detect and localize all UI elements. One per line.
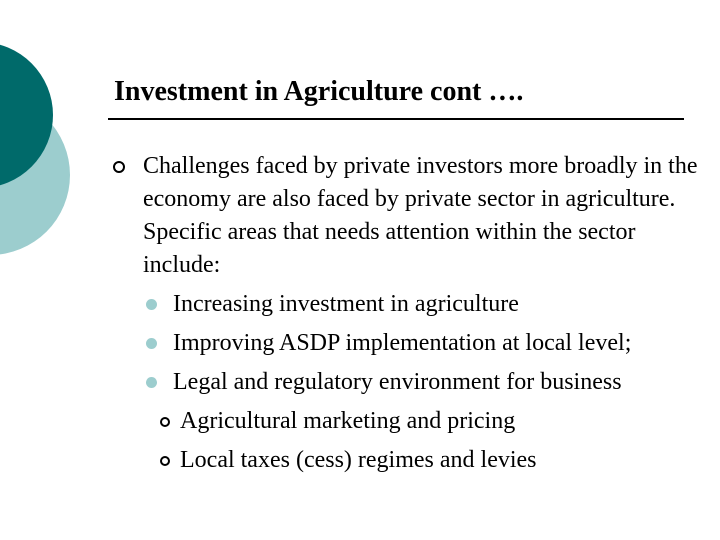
filled-circle-bullet-icon [146,377,157,388]
filled-circle-bullet-icon [146,299,157,310]
bullet-level-3 [160,444,703,477]
subitem-text: Legal and regulatory environment for business [173,369,622,395]
filled-circle-bullet-icon [146,338,157,349]
intro-text: Challenges faced by private investors more broadly in the economy are also faced by private sector in agriculture. Specific areas that needs attention within the sector include: [143,153,698,278]
hollow-circle-bullet-icon [113,161,125,173]
subsubitem-text: Local taxes (cess) regimes and levies [180,447,537,473]
hollow-circle-bullet-icon [160,417,170,427]
subitem-text: Increasing investment in agriculture [173,291,519,317]
bullet-level-3 [160,405,703,438]
slide-body [113,150,703,477]
bullet-level-2 [143,327,703,360]
subsubitem-text: Agricultural marketing and pricing [180,408,516,434]
hollow-circle-bullet-icon [160,456,170,466]
bullet-level-2 [143,288,703,321]
bullet-level-1 [113,150,703,282]
slide-title: Investment in Agriculture cont …. [114,76,524,107]
decorative-circles [0,0,80,290]
subitem-text: Improving ASDP implementation at local level; [173,330,632,356]
bullet-level-2 [143,366,703,399]
title-underline [108,118,684,120]
